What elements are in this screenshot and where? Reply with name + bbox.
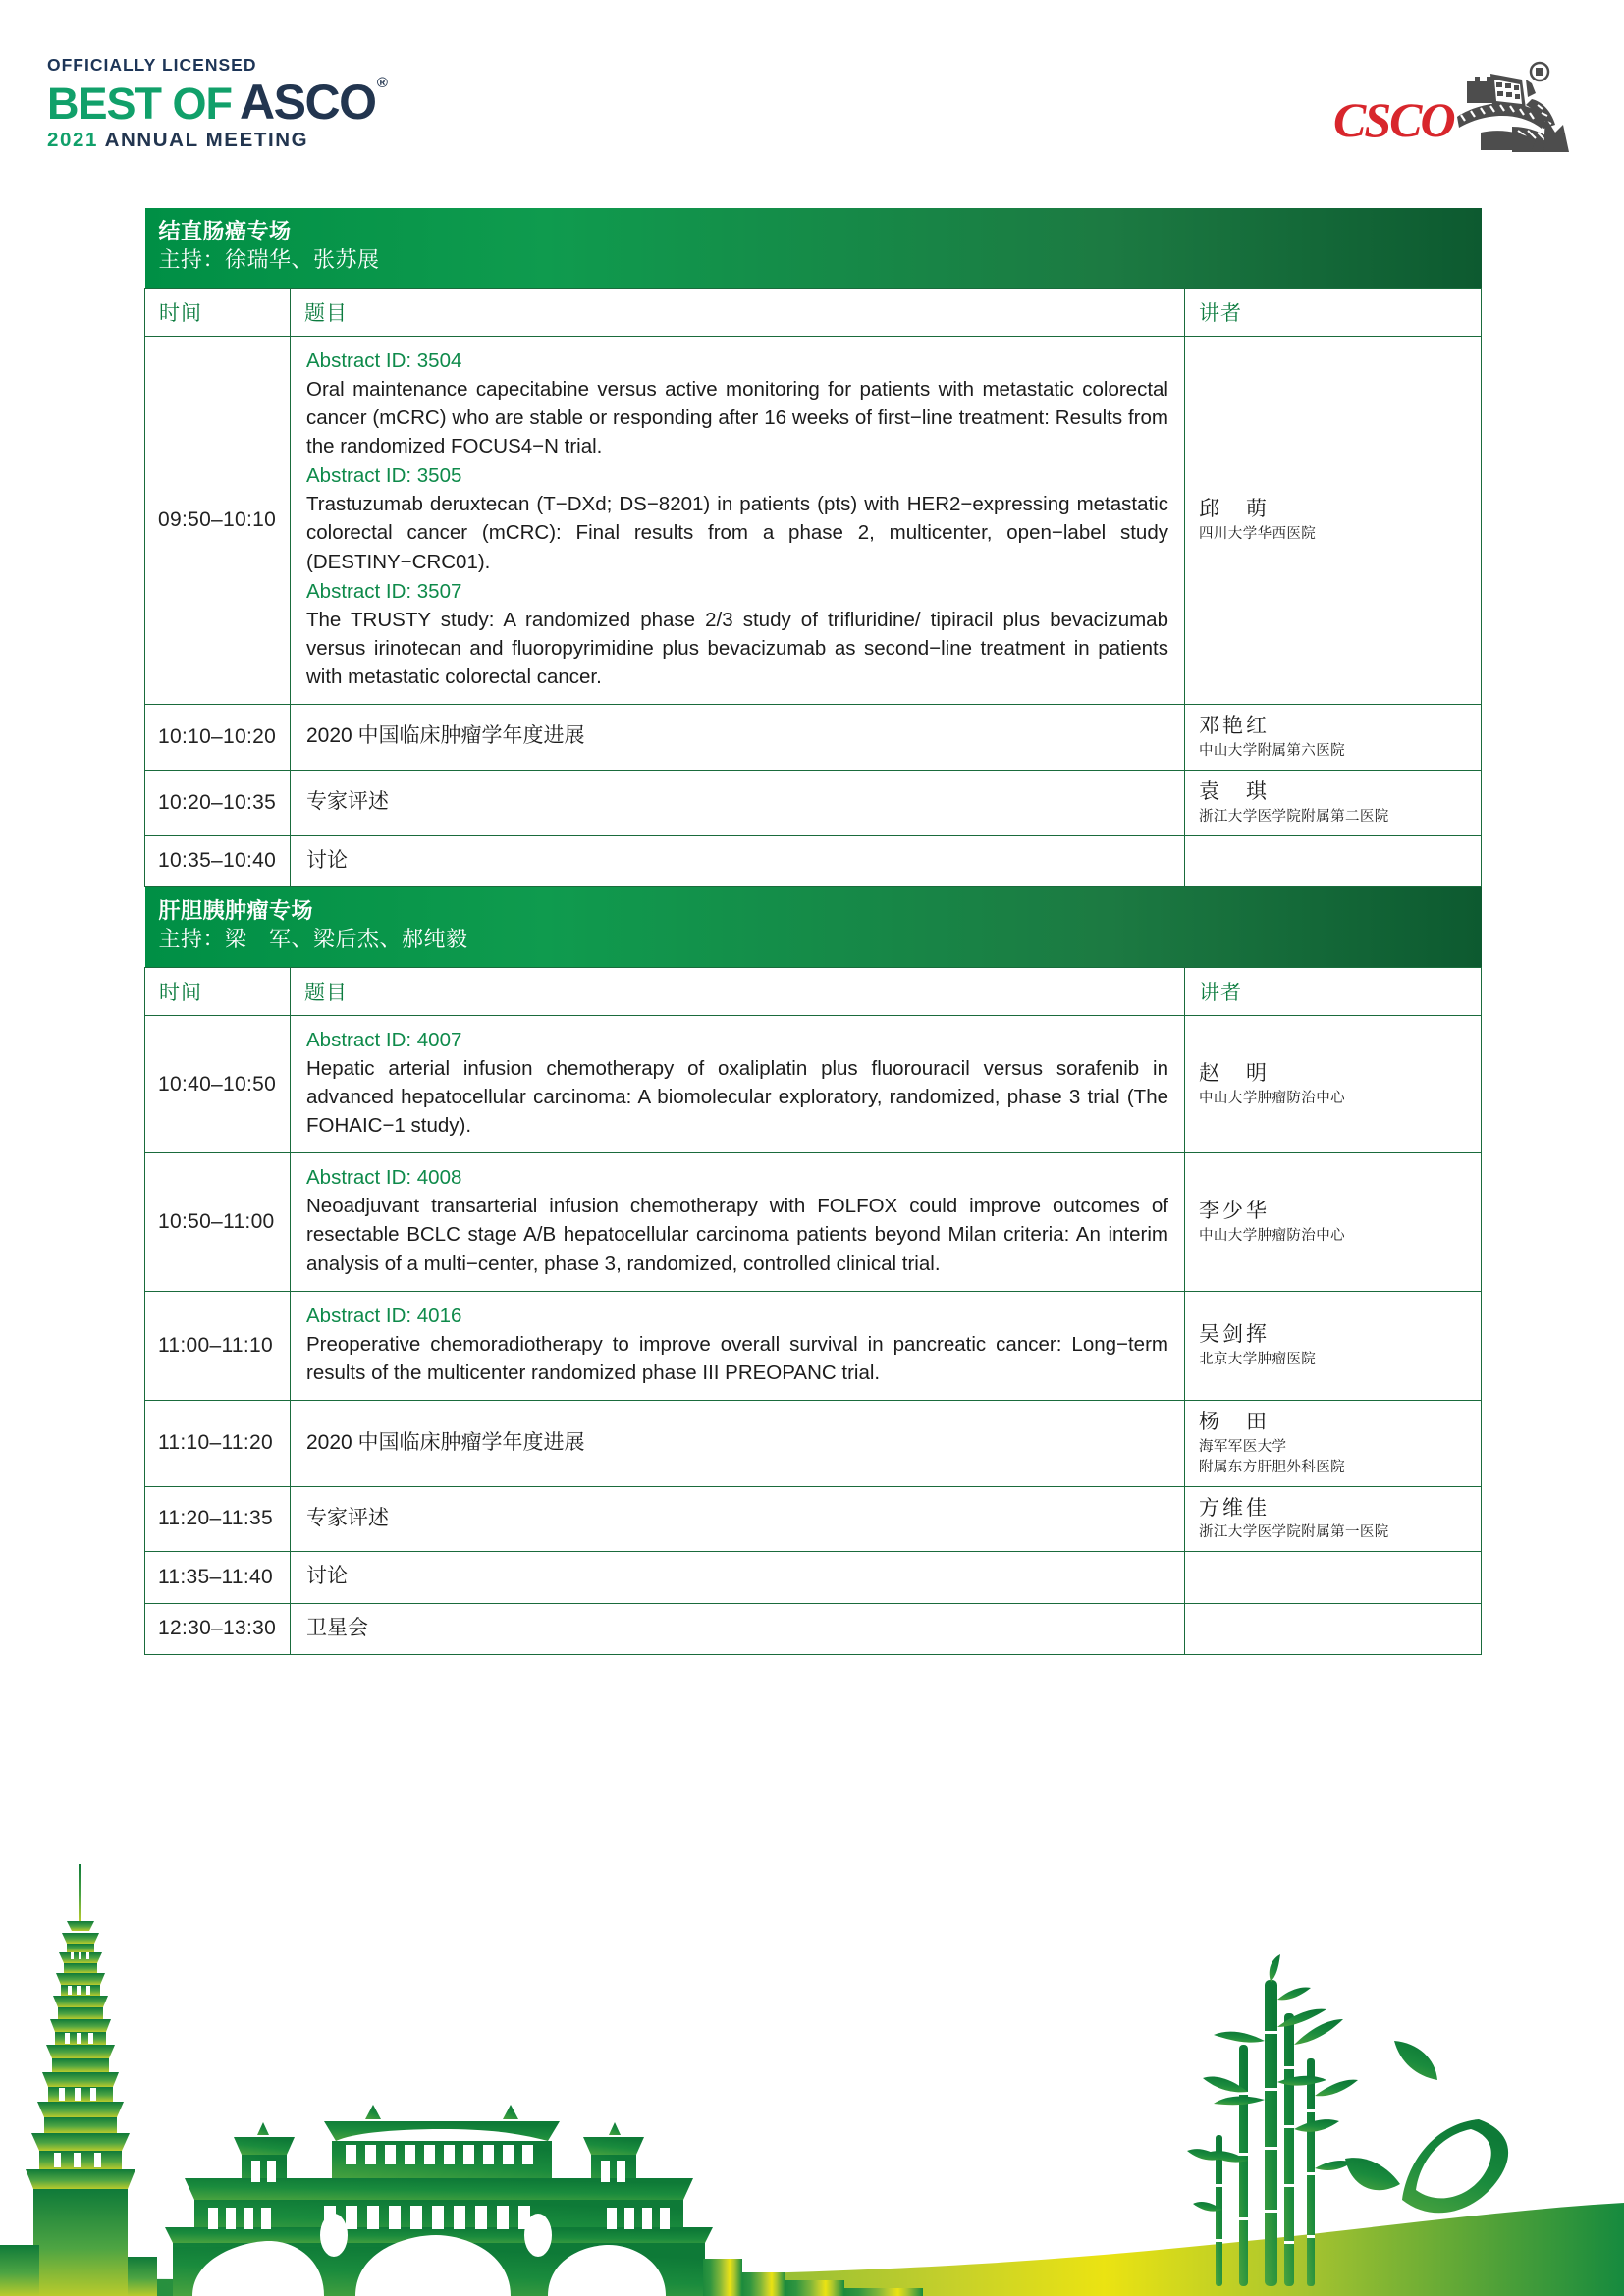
pagoda-icon (0, 1864, 157, 2296)
table-row (145, 1401, 1482, 1487)
page-header (0, 0, 1624, 187)
row-speaker (1185, 1153, 1482, 1291)
row-title (291, 770, 1185, 835)
abstract-id: Abstract ID: 4008 (306, 1166, 462, 1190)
row-speaker (1185, 1291, 1482, 1400)
logo-annual-meeting-text: ANNUAL MEETING (104, 128, 309, 151)
row-time: 11:00–11:10 (145, 1291, 291, 1400)
footer-decoration (0, 1835, 1624, 2296)
logo-asco-word: ASCO (240, 74, 376, 130)
bridge-pavilion-icon (165, 2105, 713, 2296)
column-header-time: 时间 (145, 967, 291, 1015)
speaker-org: 四川大学华西医院 (1199, 526, 1317, 542)
abstract-id: Abstract ID: 4016 (306, 1304, 462, 1327)
table-row (145, 705, 1482, 771)
table-row (145, 1486, 1482, 1552)
speaker-org: 中山大学肿瘤防治中心 (1199, 1090, 1345, 1106)
abstract-id: Abstract ID: 3505 (306, 464, 462, 488)
table-row (145, 1153, 1482, 1291)
row-title-text: 2020 中国临床肿瘤学年度进展 (306, 1430, 585, 1454)
speaker-name: 邓艳红 (1199, 715, 1270, 738)
leaf-icon (1345, 2041, 1508, 2213)
abstract-text: Trastuzumab deruxtecan (T−DXd; DS−8201) in patients (pts) with HER2−expressing metastatic colorectal cancer (mCRC): Final results from a phase 2, multicenter, open−label study (DESTINY−CRC01). (306, 493, 1168, 573)
speaker-name: 吴剑挥 (1199, 1322, 1270, 1346)
row-title (291, 1603, 1185, 1654)
section-banner-colorectal (145, 208, 1482, 288)
row-title-text: 卫星会 (306, 1616, 368, 1639)
row-speaker (1185, 705, 1482, 771)
speaker-org: 浙江大学医学院附属第二医院 (1199, 808, 1389, 825)
speaker-org: 中山大学附属第六医院 (1199, 743, 1345, 760)
row-speaker (1185, 336, 1482, 704)
speaker-name: 袁 琪 (1199, 779, 1270, 803)
column-header-row (145, 967, 1482, 1015)
csco-logo (1333, 51, 1569, 154)
table-row (145, 770, 1482, 835)
table-row (145, 835, 1482, 886)
logo-year-line (47, 128, 386, 151)
row-time: 10:10–10:20 (145, 705, 291, 771)
abstract-text: Oral maintenance capecitabine versus active monitoring for patients with metastatic colorectal cancer (mCRC) who are stable or responding after 16 weeks of first−line treatment: Results from the randomized FOCUS4−N trial. (306, 377, 1168, 458)
section-header-row (145, 208, 1482, 288)
row-title-text: 专家评述 (306, 790, 389, 814)
abstract-text: Neoadjuvant transarterial infusion chemotherapy with FOLFOX could improve outcomes of resectable BCLC stage A/B hepatocellular carcinoma patients beyond Milan criteria: An interim analysis of a multi−center, phase 3, randomized, controlled clinical trial. (306, 1195, 1168, 1275)
row-title (291, 1015, 1185, 1152)
column-header-speaker: 讲者 (1185, 967, 1482, 1015)
agenda-table (144, 208, 1482, 1655)
row-speaker (1185, 1603, 1482, 1654)
row-title (291, 336, 1185, 704)
column-header-title: 题目 (291, 288, 1185, 336)
logo-licensed-line: OFFICIALLY LICENSED (47, 55, 257, 75)
row-title (291, 835, 1185, 886)
row-time: 09:50–10:10 (145, 336, 291, 704)
best-of-asco-logo (47, 57, 386, 150)
row-speaker (1185, 1552, 1482, 1603)
table-row (145, 1291, 1482, 1400)
section-title: 结直肠癌专场 (158, 219, 292, 243)
speaker-name: 方维佳 (1199, 1496, 1270, 1520)
speaker-org-line2: 附属东方肝胆外科医院 (1199, 1459, 1345, 1475)
row-title-text: 2020 中国临床肿瘤学年度进展 (306, 724, 585, 748)
section-host: 主持：梁 军、梁后杰、郝纯毅 (158, 927, 468, 951)
row-time: 10:20–10:35 (145, 770, 291, 835)
section-host: 主持：徐瑞华、张苏展 (158, 247, 380, 273)
column-header-speaker: 讲者 (1185, 288, 1482, 336)
row-speaker (1185, 835, 1482, 886)
abstract-id: Abstract ID: 3507 (306, 579, 462, 603)
row-title (291, 705, 1185, 771)
row-title (291, 1401, 1185, 1487)
section-header-row (145, 886, 1482, 967)
speaker-org: 北京大学肿瘤医院 (1199, 1351, 1317, 1367)
row-title (291, 1486, 1185, 1552)
speaker-name: 杨 田 (1199, 1411, 1270, 1433)
bamboo-icon (1187, 1954, 1358, 2286)
row-speaker (1185, 1486, 1482, 1552)
logo-main-line (47, 74, 387, 130)
column-header-row (145, 288, 1482, 336)
abstract-text: Preoperative chemoradiotherapy to improve overall survival in pancreatic cancer: Long−term results of the multicenter randomized phase III PREOPANC trial. (306, 1332, 1168, 1384)
table-row (145, 1603, 1482, 1654)
speaker-org: 浙江大学医学院附属第一医院 (1199, 1524, 1389, 1541)
column-header-title: 题目 (291, 967, 1185, 1015)
row-time: 11:35–11:40 (145, 1552, 291, 1603)
speaker-org: 中山大学肿瘤防治中心 (1199, 1227, 1345, 1244)
row-time: 10:35–10:40 (145, 835, 291, 886)
row-time: 11:20–11:35 (145, 1486, 291, 1552)
row-title (291, 1153, 1185, 1291)
logo-asco-text (240, 74, 387, 130)
speaker-name: 邱 萌 (1199, 498, 1270, 521)
table-row (145, 336, 1482, 704)
row-time: 10:50–11:00 (145, 1153, 291, 1291)
row-title-text: 讨论 (306, 848, 348, 872)
row-time: 12:30–13:30 (145, 1603, 291, 1654)
row-title (291, 1552, 1185, 1603)
section-title: 肝胆胰肿瘤专场 (158, 897, 314, 923)
row-speaker (1185, 1015, 1482, 1152)
abstract-text: Hepatic arterial infusion chemotherapy of oxaliplatin plus fluorouracil versus sorafenib in advanced hepatocellular carcinoma: A biomolecular exploratory, randomized, phase 3 trial (The FOHAIC−1 study). (306, 1056, 1168, 1138)
registered-mark-icon: ® (376, 74, 387, 91)
abstract-id: Abstract ID: 3504 (306, 348, 462, 372)
row-title (291, 1291, 1185, 1400)
csco-logo-text: CSCO (1333, 92, 1454, 147)
speaker-org: 海军军医大学 (1199, 1438, 1287, 1455)
table-row (145, 1015, 1482, 1152)
row-speaker (1185, 1401, 1482, 1487)
row-speaker (1185, 770, 1482, 835)
abstract-text: The TRUSTY study: A randomized phase 2/3 study of trifluridine/ tipiracil plus bevacizumab versus irinotecan and fluoropyrimidine plus bevacizumab as second−line treatment in patients with metastatic colorectal cancer. (306, 608, 1168, 689)
row-time: 11:10–11:20 (145, 1401, 291, 1487)
abstract-id: Abstract ID: 4007 (306, 1028, 462, 1051)
table-row (145, 1552, 1482, 1603)
great-wall-icon (1422, 56, 1569, 154)
row-title-text: 讨论 (306, 1565, 348, 1588)
speaker-name: 赵 明 (1199, 1061, 1270, 1085)
logo-best-of-text: BEST OF (47, 78, 233, 129)
section-banner-hepatobiliary (145, 886, 1482, 967)
logo-year-text: 2021 (47, 128, 99, 151)
row-title-text: 专家评述 (306, 1506, 389, 1529)
row-time: 10:40–10:50 (145, 1015, 291, 1152)
speaker-name: 李少华 (1199, 1200, 1270, 1223)
column-header-time: 时间 (145, 288, 291, 336)
